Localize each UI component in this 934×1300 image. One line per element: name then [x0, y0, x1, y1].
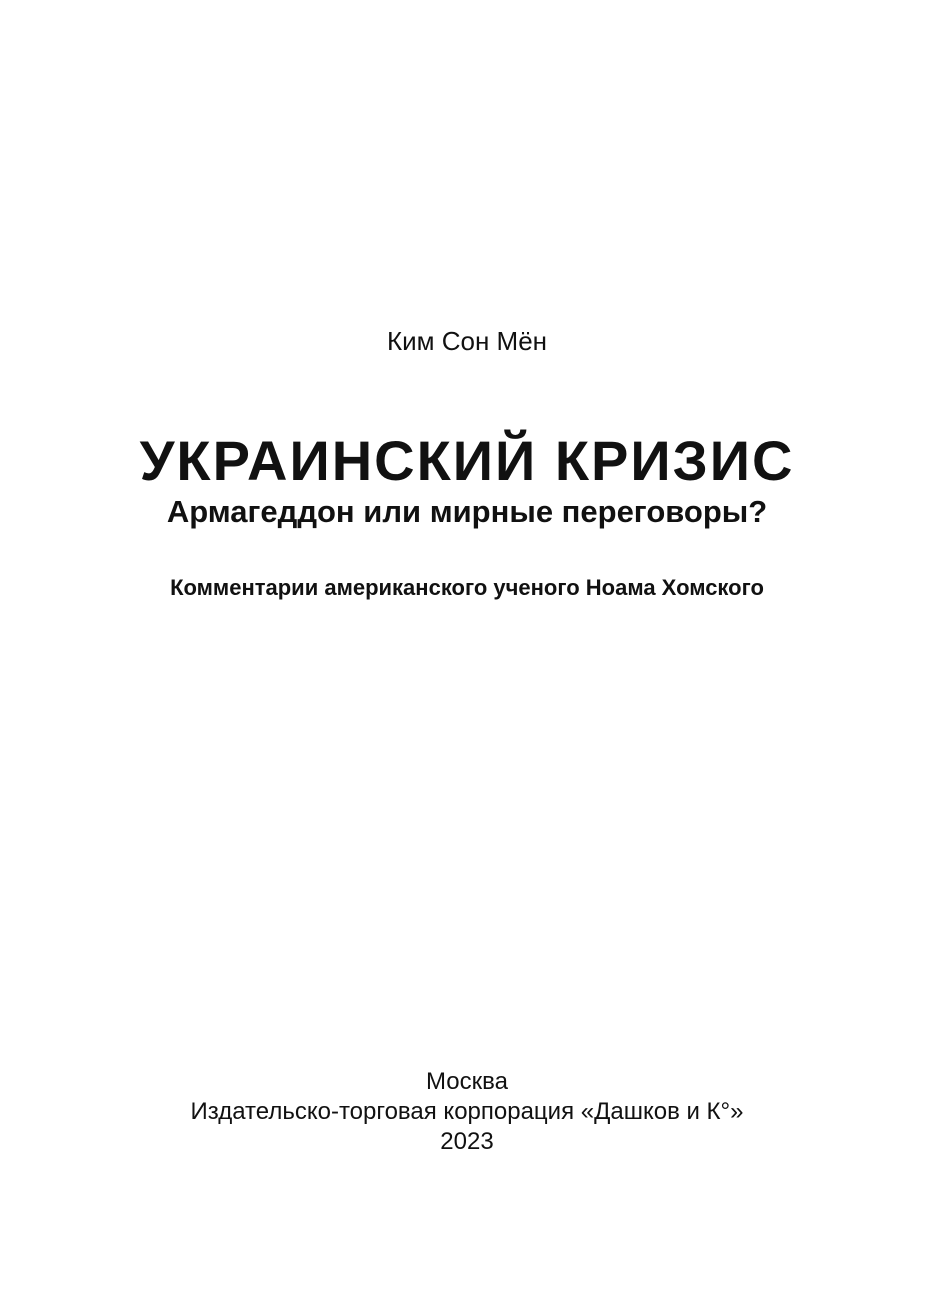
- imprint-year: 2023: [440, 1128, 494, 1155]
- imprint-publisher: Издательско-торговая корпорация «Дашков и К°»: [190, 1098, 744, 1125]
- book-title: УКРАИНСКИЙ КРИЗИС: [139, 429, 795, 492]
- commentary-note: Комментарии американского ученого Ноама Хомского: [170, 575, 764, 600]
- author-name: Ким Сон Мён: [386, 326, 548, 356]
- book-subtitle: Армагеддон или мирные переговоры?: [166, 494, 768, 529]
- imprint-city: Москва: [426, 1068, 508, 1095]
